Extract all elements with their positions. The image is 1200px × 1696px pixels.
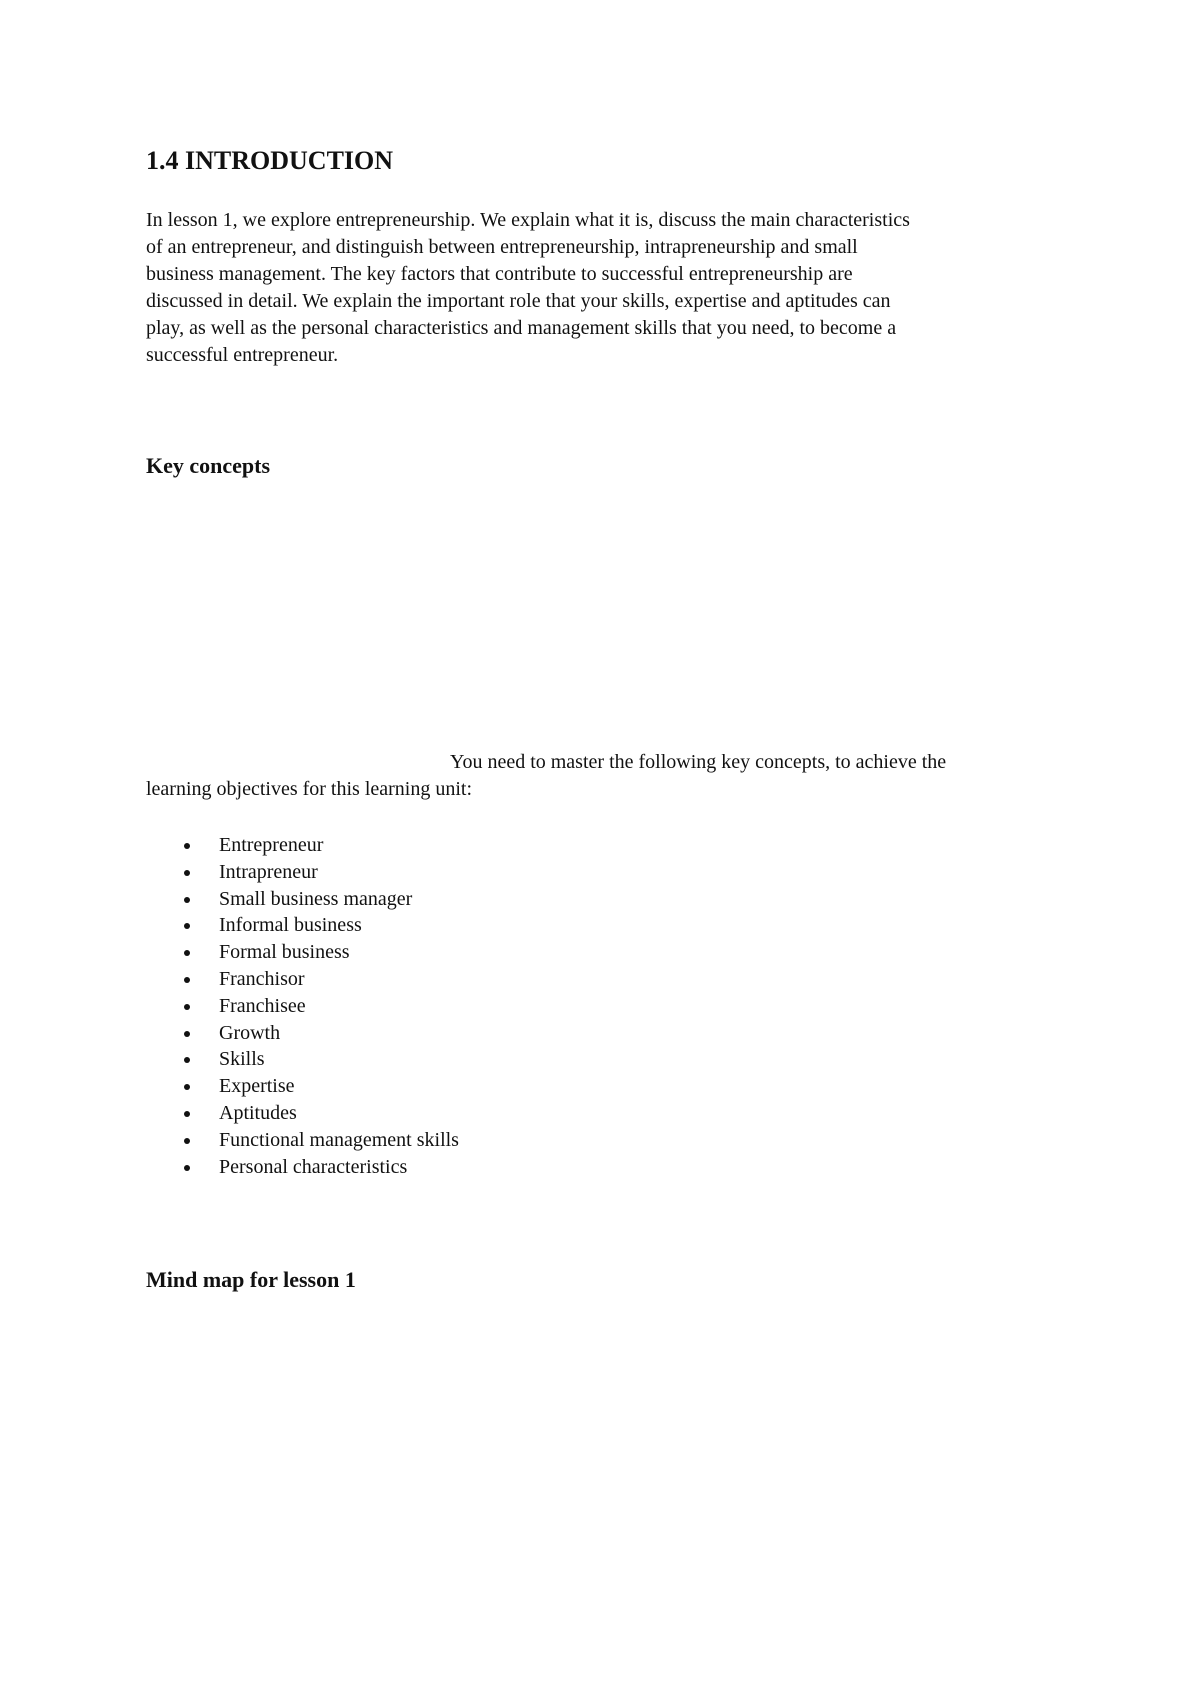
intro-line: In lesson 1, we explore entrepreneurship. We explain what it is, discuss the main characteristics: [146, 209, 910, 231]
list-item-label: Functional management skills: [219, 1128, 459, 1151]
list-item-label: Informal business: [219, 914, 362, 937]
bullet-icon: [184, 1057, 190, 1063]
list-item-label: Expertise: [219, 1075, 295, 1098]
list-item: [146, 912, 459, 939]
intro-line: business management. The key factors that contribute to successful entrepreneurship are: [146, 263, 853, 285]
bullet-icon: [184, 1165, 190, 1171]
list-item: [146, 966, 459, 993]
list-item-label: Formal business: [219, 941, 350, 964]
list-item-label: Franchisee: [219, 994, 306, 1017]
list-item: [146, 1046, 459, 1073]
list-item-label: Intrapreneur: [219, 860, 318, 883]
intro-paragraph: [146, 207, 1046, 369]
list-item: [146, 1073, 459, 1100]
key-concepts-heading: Key concepts: [146, 453, 271, 478]
list-item: [146, 859, 459, 886]
list-item: [146, 1020, 459, 1047]
list-item-label: Personal characteristics: [219, 1155, 408, 1178]
list-item: [146, 939, 459, 966]
bullet-icon: [184, 923, 190, 929]
objective-line: You need to master the following key concepts, to achieve the: [450, 751, 947, 773]
bullet-icon: [184, 1084, 190, 1090]
intro-line: play, as well as the personal characteristics and management skills that you need, to become a: [146, 317, 897, 339]
list-item-label: Skills: [219, 1048, 265, 1071]
list-item-label: Small business manager: [219, 887, 413, 910]
bullet-icon: [184, 977, 190, 983]
bullet-icon: [184, 1138, 190, 1144]
list-item-label: Growth: [219, 1021, 281, 1044]
bullet-icon: [184, 870, 190, 876]
list-item: [146, 993, 459, 1020]
intro-line: of an entrepreneur, and distinguish between entrepreneurship, intrapreneurship and small: [146, 236, 858, 258]
list-item: [146, 1100, 459, 1127]
key-concepts-objective: [146, 749, 1046, 803]
list-item: [146, 832, 459, 859]
list-item-label: Entrepreneur: [219, 834, 324, 856]
intro-line: discussed in detail. We explain the important role that your skills, expertise and aptitudes can: [146, 290, 891, 312]
objective-line: learning objectives for this learning unit:: [146, 778, 473, 800]
mind-map-heading: Mind map for lesson 1: [146, 1267, 356, 1292]
bullet-icon: [184, 843, 190, 849]
bullet-icon: [184, 897, 190, 903]
list-item: [146, 1154, 459, 1181]
bullet-icon: [184, 1111, 190, 1117]
bullet-icon: [184, 1004, 190, 1010]
key-concepts-list: [146, 832, 459, 1180]
list-item: [146, 1127, 459, 1154]
list-item-label: Aptitudes: [219, 1101, 297, 1124]
list-item: [146, 886, 459, 913]
bullet-icon: [184, 1031, 190, 1037]
bullet-icon: [184, 950, 190, 956]
section-heading: 1.4 INTRODUCTION: [146, 146, 394, 175]
list-item-label: Franchisor: [219, 967, 305, 990]
intro-line: successful entrepreneur.: [146, 344, 339, 366]
